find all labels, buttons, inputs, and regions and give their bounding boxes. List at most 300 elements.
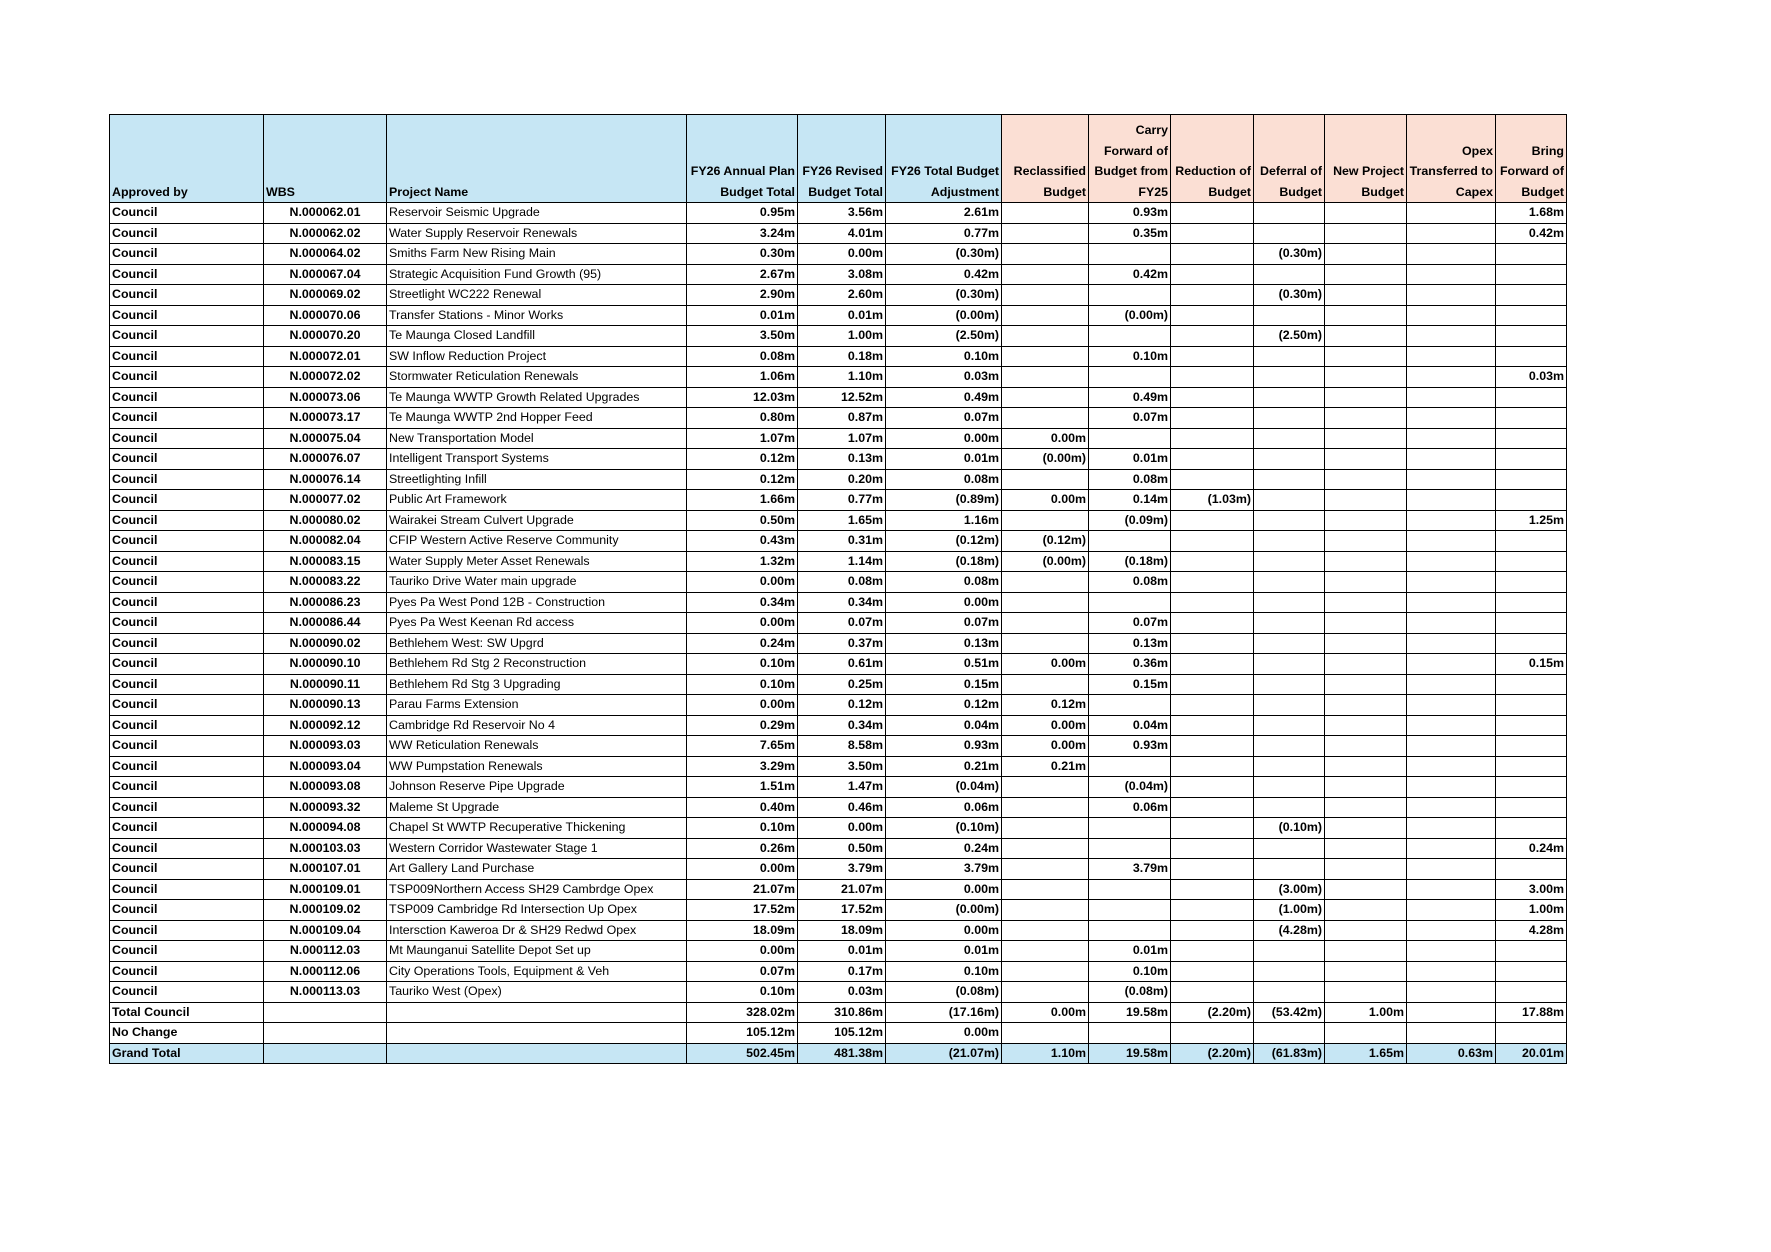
table-row xyxy=(110,367,1567,388)
table-row xyxy=(110,264,1567,285)
cell-new-project xyxy=(1325,244,1407,265)
cell-new-project xyxy=(1325,756,1407,777)
cell-carry-forward: 0.06m xyxy=(1089,797,1171,818)
cell-carry-forward: 0.07m xyxy=(1089,408,1171,429)
cell-revised: 0.46m xyxy=(798,797,886,818)
cell-project-name: Wairakei Stream Culvert Upgrade xyxy=(387,510,687,531)
col-header-reduction: Reduction of Budget xyxy=(1171,115,1254,203)
cell-annual-plan: 0.80m xyxy=(687,408,798,429)
cell-carry-forward xyxy=(1089,818,1171,839)
cell-approved-by: Council xyxy=(110,531,264,552)
cell-deferral xyxy=(1254,756,1325,777)
cell-opex-transferred xyxy=(1407,551,1496,572)
table-row xyxy=(110,920,1567,941)
cell-annual-plan: 7.65m xyxy=(687,736,798,757)
cell-annual-plan: 0.01m xyxy=(687,305,798,326)
cell-revised: 0.01m xyxy=(798,305,886,326)
cell-bring-forward: 4.28m xyxy=(1496,920,1567,941)
cell-bring-forward xyxy=(1496,264,1567,285)
cell-opex-transferred xyxy=(1407,654,1496,675)
cell-approved-by: Council xyxy=(110,490,264,511)
table-row xyxy=(110,756,1567,777)
cell-new-project xyxy=(1325,592,1407,613)
cell-new-project xyxy=(1325,203,1407,224)
cell-opex-transferred xyxy=(1407,900,1496,921)
cell-bring-forward xyxy=(1496,326,1567,347)
cell-adjustment: (0.08m) xyxy=(886,982,1002,1003)
cell-reclassified xyxy=(1002,674,1089,695)
cell-wbs: N.000080.02 xyxy=(264,510,387,531)
cell-adjustment: 0.00m xyxy=(886,592,1002,613)
table-row xyxy=(110,551,1567,572)
cell-opex-transferred xyxy=(1407,592,1496,613)
cell-bring-forward: 17.88m xyxy=(1496,1002,1567,1023)
col-header-deferral: Deferral of Budget xyxy=(1254,115,1325,203)
cell-reclassified xyxy=(1002,920,1089,941)
cell-opex-transferred xyxy=(1407,797,1496,818)
cell-bring-forward xyxy=(1496,387,1567,408)
cell-annual-plan: 1.51m xyxy=(687,777,798,798)
cell-wbs: N.000076.07 xyxy=(264,449,387,470)
table-row xyxy=(110,736,1567,757)
cell-approved-by: Council xyxy=(110,961,264,982)
cell-new-project xyxy=(1325,613,1407,634)
cell-adjustment: 0.07m xyxy=(886,613,1002,634)
cell-reclassified xyxy=(1002,510,1089,531)
cell-project-name: Public Art Framework xyxy=(387,490,687,511)
cell-reclassified xyxy=(1002,941,1089,962)
cell-deferral xyxy=(1254,551,1325,572)
cell-deferral: (61.83m) xyxy=(1254,1043,1325,1064)
cell-carry-forward xyxy=(1089,428,1171,449)
cell-approved-by: Council xyxy=(110,346,264,367)
table-row xyxy=(110,305,1567,326)
cell-opex-transferred xyxy=(1407,941,1496,962)
cell-revised: 1.00m xyxy=(798,326,886,347)
cell-deferral xyxy=(1254,264,1325,285)
cell-approved-by: Council xyxy=(110,285,264,306)
cell-project-name xyxy=(387,1002,687,1023)
cell-deferral: (0.30m) xyxy=(1254,285,1325,306)
cell-reduction xyxy=(1171,346,1254,367)
col-header-project-name: Project Name xyxy=(387,115,687,203)
cell-wbs: N.000070.06 xyxy=(264,305,387,326)
cell-revised: 0.31m xyxy=(798,531,886,552)
table-row xyxy=(110,818,1567,839)
cell-opex-transferred xyxy=(1407,223,1496,244)
cell-new-project xyxy=(1325,879,1407,900)
cell-reduction xyxy=(1171,961,1254,982)
cell-project-name: New Transportation Model xyxy=(387,428,687,449)
table-row xyxy=(110,838,1567,859)
cell-carry-forward: 0.93m xyxy=(1089,736,1171,757)
cell-deferral xyxy=(1254,654,1325,675)
cell-revised: 2.60m xyxy=(798,285,886,306)
cell-annual-plan: 0.40m xyxy=(687,797,798,818)
col-header-opex-transferred: Opex Transferred to Capex xyxy=(1407,115,1496,203)
cell-reduction xyxy=(1171,633,1254,654)
cell-project-name: Mt Maunganui Satellite Depot Set up xyxy=(387,941,687,962)
table-row xyxy=(110,203,1567,224)
cell-carry-forward: 3.79m xyxy=(1089,859,1171,880)
cell-wbs: N.000082.04 xyxy=(264,531,387,552)
cell-deferral: (3.00m) xyxy=(1254,879,1325,900)
cell-reclassified xyxy=(1002,1023,1089,1044)
cell-adjustment: 0.03m xyxy=(886,367,1002,388)
cell-adjustment: 0.77m xyxy=(886,223,1002,244)
cell-project-name: TSP009Northern Access SH29 Cambrdge Opex xyxy=(387,879,687,900)
cell-opex-transferred xyxy=(1407,408,1496,429)
cell-adjustment: (0.18m) xyxy=(886,551,1002,572)
cell-new-project xyxy=(1325,818,1407,839)
cell-annual-plan: 2.67m xyxy=(687,264,798,285)
cell-reduction xyxy=(1171,818,1254,839)
table-body xyxy=(110,203,1567,1064)
cell-carry-forward xyxy=(1089,367,1171,388)
cell-opex-transferred xyxy=(1407,264,1496,285)
cell-approved-by: Council xyxy=(110,920,264,941)
cell-carry-forward xyxy=(1089,838,1171,859)
cell-annual-plan: 1.06m xyxy=(687,367,798,388)
cell-opex-transferred xyxy=(1407,510,1496,531)
cell-reduction xyxy=(1171,674,1254,695)
cell-wbs: N.000072.01 xyxy=(264,346,387,367)
cell-opex-transferred xyxy=(1407,326,1496,347)
cell-approved-by: Council xyxy=(110,695,264,716)
cell-bring-forward xyxy=(1496,613,1567,634)
cell-bring-forward: 0.15m xyxy=(1496,654,1567,675)
cell-deferral xyxy=(1254,223,1325,244)
cell-reduction xyxy=(1171,900,1254,921)
cell-opex-transferred xyxy=(1407,982,1496,1003)
cell-carry-forward: 0.04m xyxy=(1089,715,1171,736)
cell-approved-by: Council xyxy=(110,879,264,900)
cell-revised: 0.17m xyxy=(798,961,886,982)
cell-revised: 0.01m xyxy=(798,941,886,962)
cell-reduction xyxy=(1171,695,1254,716)
cell-reclassified xyxy=(1002,469,1089,490)
col-header-bring-forward: Bring Forward of Budget xyxy=(1496,115,1567,203)
cell-deferral xyxy=(1254,695,1325,716)
cell-new-project xyxy=(1325,346,1407,367)
cell-approved-by: Council xyxy=(110,469,264,490)
cell-project-name: Strategic Acquisition Fund Growth (95) xyxy=(387,264,687,285)
cell-project-name: SW Inflow Reduction Project xyxy=(387,346,687,367)
cell-deferral xyxy=(1254,387,1325,408)
cell-reduction: (2.20m) xyxy=(1171,1002,1254,1023)
table-row xyxy=(110,797,1567,818)
cell-carry-forward xyxy=(1089,695,1171,716)
cell-revised: 1.10m xyxy=(798,367,886,388)
table-row xyxy=(110,285,1567,306)
cell-new-project: 1.00m xyxy=(1325,1002,1407,1023)
cell-carry-forward xyxy=(1089,531,1171,552)
cell-new-project xyxy=(1325,326,1407,347)
cell-project-name: Water Supply Reservoir Renewals xyxy=(387,223,687,244)
cell-adjustment: (0.04m) xyxy=(886,777,1002,798)
cell-bring-forward xyxy=(1496,449,1567,470)
cell-deferral xyxy=(1254,982,1325,1003)
cell-reduction xyxy=(1171,285,1254,306)
cell-carry-forward: (0.04m) xyxy=(1089,777,1171,798)
cell-revised: 1.07m xyxy=(798,428,886,449)
cell-deferral xyxy=(1254,510,1325,531)
cell-deferral: (53.42m) xyxy=(1254,1002,1325,1023)
cell-bring-forward: 0.24m xyxy=(1496,838,1567,859)
cell-opex-transferred xyxy=(1407,387,1496,408)
cell-bring-forward xyxy=(1496,346,1567,367)
cell-project-name: Tauriko Drive Water main upgrade xyxy=(387,572,687,593)
cell-approved-by: Council xyxy=(110,777,264,798)
table-row xyxy=(110,900,1567,921)
cell-bring-forward xyxy=(1496,982,1567,1003)
cell-wbs: N.000083.15 xyxy=(264,551,387,572)
cell-reduction xyxy=(1171,223,1254,244)
cell-revised: 0.77m xyxy=(798,490,886,511)
cell-revised: 1.65m xyxy=(798,510,886,531)
cell-wbs: N.000093.08 xyxy=(264,777,387,798)
cell-opex-transferred xyxy=(1407,920,1496,941)
cell-project-name: Transfer Stations - Minor Works xyxy=(387,305,687,326)
cell-deferral xyxy=(1254,961,1325,982)
cell-deferral xyxy=(1254,449,1325,470)
cell-reduction xyxy=(1171,1023,1254,1044)
cell-adjustment: 0.49m xyxy=(886,387,1002,408)
cell-new-project xyxy=(1325,777,1407,798)
cell-carry-forward: 0.35m xyxy=(1089,223,1171,244)
cell-new-project xyxy=(1325,920,1407,941)
cell-deferral xyxy=(1254,715,1325,736)
cell-reduction xyxy=(1171,715,1254,736)
cell-bring-forward xyxy=(1496,305,1567,326)
cell-new-project xyxy=(1325,695,1407,716)
cell-deferral xyxy=(1254,531,1325,552)
cell-annual-plan: 1.07m xyxy=(687,428,798,449)
cell-annual-plan: 0.00m xyxy=(687,572,798,593)
cell-annual-plan: 0.07m xyxy=(687,961,798,982)
cell-approved-by: Council xyxy=(110,203,264,224)
cell-wbs: N.000093.32 xyxy=(264,797,387,818)
cell-new-project xyxy=(1325,285,1407,306)
cell-project-name: Art Gallery Land Purchase xyxy=(387,859,687,880)
cell-reduction xyxy=(1171,613,1254,634)
cell-adjustment: (0.89m) xyxy=(886,490,1002,511)
cell-project-name: TSP009 Cambridge Rd Intersection Up Opex xyxy=(387,900,687,921)
cell-approved-by: Council xyxy=(110,572,264,593)
cell-opex-transferred xyxy=(1407,879,1496,900)
cell-revised: 0.03m xyxy=(798,982,886,1003)
cell-annual-plan: 3.50m xyxy=(687,326,798,347)
cell-approved-by: Council xyxy=(110,633,264,654)
cell-wbs: N.000093.03 xyxy=(264,736,387,757)
cell-adjustment: (0.30m) xyxy=(886,285,1002,306)
cell-deferral xyxy=(1254,203,1325,224)
cell-annual-plan: 0.00m xyxy=(687,859,798,880)
cell-bring-forward xyxy=(1496,592,1567,613)
cell-carry-forward: 0.08m xyxy=(1089,572,1171,593)
cell-new-project xyxy=(1325,838,1407,859)
cell-revised: 0.37m xyxy=(798,633,886,654)
cell-wbs: N.000112.06 xyxy=(264,961,387,982)
cell-revised: 8.58m xyxy=(798,736,886,757)
cell-deferral xyxy=(1254,736,1325,757)
cell-annual-plan: 0.10m xyxy=(687,818,798,839)
cell-opex-transferred xyxy=(1407,613,1496,634)
cell-annual-plan: 0.50m xyxy=(687,510,798,531)
cell-wbs: N.000090.13 xyxy=(264,695,387,716)
cell-wbs: N.000067.04 xyxy=(264,264,387,285)
cell-revised: 0.00m xyxy=(798,818,886,839)
table-row xyxy=(110,572,1567,593)
cell-reclassified xyxy=(1002,346,1089,367)
cell-wbs: N.000083.22 xyxy=(264,572,387,593)
cell-reclassified: 1.10m xyxy=(1002,1043,1089,1064)
cell-reduction xyxy=(1171,859,1254,880)
cell-adjustment: 0.00m xyxy=(886,920,1002,941)
cell-adjustment: 0.01m xyxy=(886,449,1002,470)
cell-bring-forward xyxy=(1496,428,1567,449)
cell-wbs: N.000062.02 xyxy=(264,223,387,244)
cell-deferral xyxy=(1254,428,1325,449)
table-row xyxy=(110,531,1567,552)
cell-carry-forward: 0.15m xyxy=(1089,674,1171,695)
cell-adjustment: 0.10m xyxy=(886,346,1002,367)
cell-reduction xyxy=(1171,408,1254,429)
col-header-revised: FY26 Revised Budget Total xyxy=(798,115,886,203)
cell-deferral: (1.00m) xyxy=(1254,900,1325,921)
cell-opex-transferred xyxy=(1407,244,1496,265)
cell-adjustment: 0.01m xyxy=(886,941,1002,962)
cell-opex-transferred xyxy=(1407,838,1496,859)
cell-opex-transferred xyxy=(1407,777,1496,798)
cell-deferral xyxy=(1254,469,1325,490)
cell-project-name: Johnson Reserve Pipe Upgrade xyxy=(387,777,687,798)
cell-new-project xyxy=(1325,674,1407,695)
cell-project-name xyxy=(387,1043,687,1064)
table-row xyxy=(110,654,1567,675)
cell-reduction xyxy=(1171,941,1254,962)
cell-reduction xyxy=(1171,326,1254,347)
cell-carry-forward: 0.08m xyxy=(1089,469,1171,490)
cell-annual-plan: 0.10m xyxy=(687,654,798,675)
cell-wbs: N.000062.01 xyxy=(264,203,387,224)
cell-revised: 0.61m xyxy=(798,654,886,675)
cell-bring-forward xyxy=(1496,408,1567,429)
cell-reclassified xyxy=(1002,777,1089,798)
table-row xyxy=(110,674,1567,695)
cell-revised: 0.08m xyxy=(798,572,886,593)
cell-adjustment: 0.13m xyxy=(886,633,1002,654)
cell-reclassified xyxy=(1002,367,1089,388)
cell-new-project xyxy=(1325,715,1407,736)
cell-project-name: WW Reticulation Renewals xyxy=(387,736,687,757)
cell-revised: 4.01m xyxy=(798,223,886,244)
cell-carry-forward: 0.13m xyxy=(1089,633,1171,654)
cell-adjustment: 0.42m xyxy=(886,264,1002,285)
cell-bring-forward xyxy=(1496,736,1567,757)
cell-opex-transferred xyxy=(1407,633,1496,654)
cell-bring-forward: 20.01m xyxy=(1496,1043,1567,1064)
table-row xyxy=(110,223,1567,244)
cell-new-project xyxy=(1325,490,1407,511)
cell-opex-transferred xyxy=(1407,1023,1496,1044)
cell-opex-transferred: 0.63m xyxy=(1407,1043,1496,1064)
cell-new-project xyxy=(1325,510,1407,531)
cell-reclassified xyxy=(1002,223,1089,244)
col-header-wbs: WBS xyxy=(264,115,387,203)
cell-reduction xyxy=(1171,367,1254,388)
cell-deferral xyxy=(1254,838,1325,859)
cell-reclassified: 0.00m xyxy=(1002,490,1089,511)
cell-annual-plan: 18.09m xyxy=(687,920,798,941)
cell-new-project xyxy=(1325,551,1407,572)
cell-reduction xyxy=(1171,572,1254,593)
cell-revised: 18.09m xyxy=(798,920,886,941)
cell-approved-by: Council xyxy=(110,982,264,1003)
cell-approved-by: Council xyxy=(110,223,264,244)
cell-new-project xyxy=(1325,469,1407,490)
cell-adjustment: (0.00m) xyxy=(886,900,1002,921)
cell-deferral: (2.50m) xyxy=(1254,326,1325,347)
cell-opex-transferred xyxy=(1407,490,1496,511)
cell-new-project xyxy=(1325,428,1407,449)
cell-reclassified xyxy=(1002,879,1089,900)
cell-approved-by: Council xyxy=(110,613,264,634)
cell-approved-by: Council xyxy=(110,326,264,347)
cell-approved-by: Council xyxy=(110,387,264,408)
cell-adjustment: 0.06m xyxy=(886,797,1002,818)
cell-reclassified xyxy=(1002,264,1089,285)
cell-revised: 17.52m xyxy=(798,900,886,921)
cell-bring-forward xyxy=(1496,490,1567,511)
cell-new-project xyxy=(1325,859,1407,880)
cell-reclassified xyxy=(1002,305,1089,326)
cell-carry-forward: 0.49m xyxy=(1089,387,1171,408)
cell-revised: 481.38m xyxy=(798,1043,886,1064)
cell-adjustment: 0.24m xyxy=(886,838,1002,859)
cell-new-project xyxy=(1325,1023,1407,1044)
cell-reduction xyxy=(1171,305,1254,326)
cell-reduction xyxy=(1171,244,1254,265)
cell-project-name: Western Corridor Wastewater Stage 1 xyxy=(387,838,687,859)
cell-bring-forward xyxy=(1496,674,1567,695)
cell-deferral xyxy=(1254,613,1325,634)
cell-carry-forward: 0.01m xyxy=(1089,449,1171,470)
cell-new-project xyxy=(1325,572,1407,593)
cell-wbs: N.000103.03 xyxy=(264,838,387,859)
cell-new-project xyxy=(1325,408,1407,429)
cell-adjustment: (17.16m) xyxy=(886,1002,1002,1023)
cell-approved-by: Council xyxy=(110,244,264,265)
table-row xyxy=(110,879,1567,900)
cell-annual-plan: 0.00m xyxy=(687,941,798,962)
cell-adjustment: 0.04m xyxy=(886,715,1002,736)
cell-opex-transferred xyxy=(1407,859,1496,880)
cell-project-name: Streetlight WC222 Renewal xyxy=(387,285,687,306)
table-row xyxy=(110,244,1567,265)
cell-reclassified xyxy=(1002,633,1089,654)
cell-wbs: N.000070.20 xyxy=(264,326,387,347)
cell-carry-forward xyxy=(1089,244,1171,265)
cell-revised: 105.12m xyxy=(798,1023,886,1044)
cell-reduction xyxy=(1171,736,1254,757)
cell-annual-plan: 0.12m xyxy=(687,449,798,470)
cell-adjustment: 0.00m xyxy=(886,1023,1002,1044)
cell-bring-forward xyxy=(1496,818,1567,839)
table-row xyxy=(110,592,1567,613)
cell-revised: 0.34m xyxy=(798,592,886,613)
cell-bring-forward: 0.03m xyxy=(1496,367,1567,388)
